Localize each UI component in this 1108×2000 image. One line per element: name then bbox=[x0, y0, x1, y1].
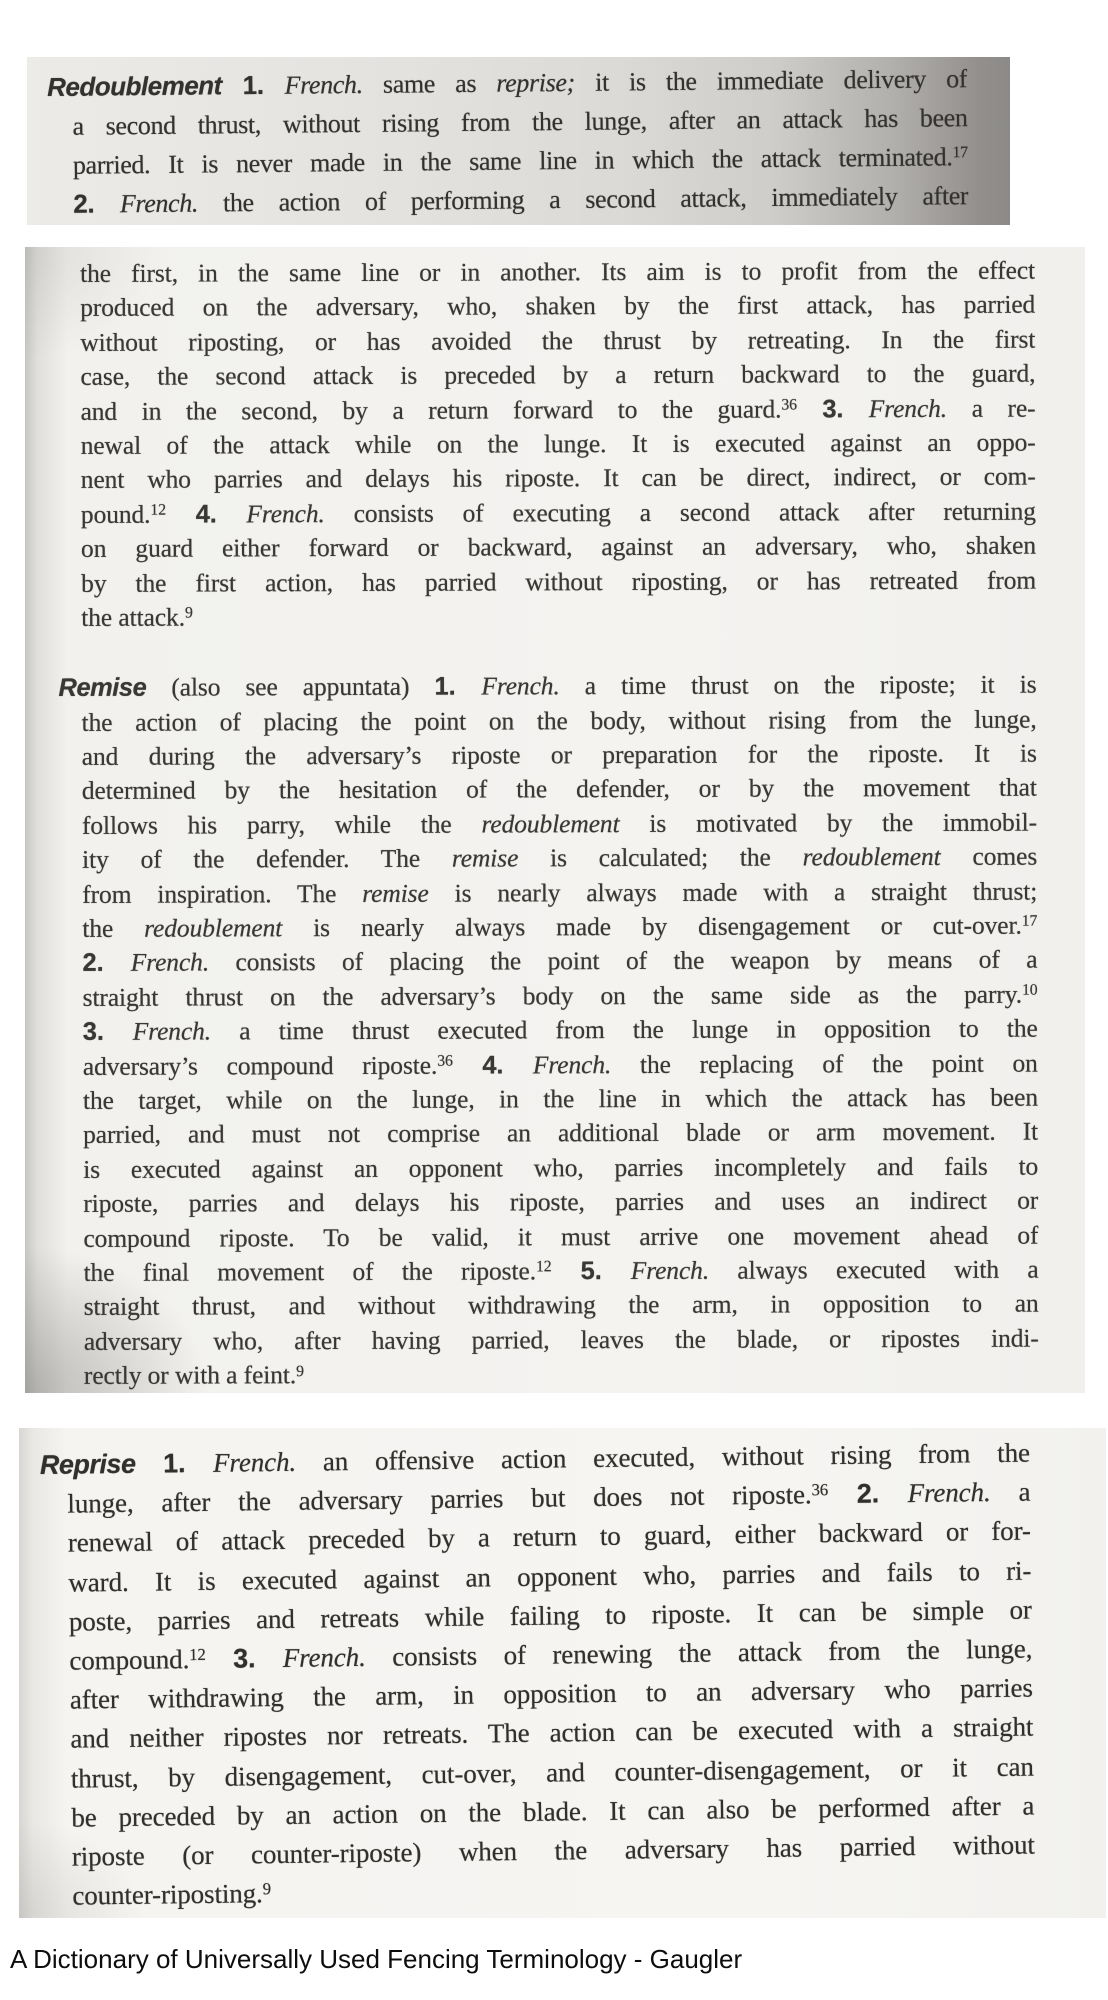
text-line bbox=[57, 322, 1035, 360]
text-segment-pl: is calculated; the bbox=[518, 842, 803, 873]
text-line bbox=[58, 668, 1036, 706]
text-segment-pl: rectly or with a feint. bbox=[83, 1360, 297, 1391]
text-segment-hw: Reprise bbox=[39, 1448, 136, 1480]
text-segment-num: 4. bbox=[165, 500, 247, 529]
text-segment-sup: 9 bbox=[184, 604, 193, 622]
text-line bbox=[59, 737, 1037, 775]
text-segment-it: French. bbox=[246, 498, 325, 529]
text-segment-it: French. bbox=[532, 1049, 612, 1079]
text-segment-it: French. bbox=[132, 1016, 212, 1046]
text-segment-pl: a time thrust on the riposte; it is bbox=[559, 669, 1037, 701]
text-segment-num: 5. bbox=[551, 1256, 631, 1286]
text-segment-pl: is executed against an opponent who, parries incompletely and fails to bbox=[83, 1151, 1039, 1184]
text-segment-pl: thrust, by disengagement, cut-over, and counter-disengagement, or it can bbox=[70, 1751, 1034, 1794]
text-segment-pl: adversary’s compound riposte. bbox=[82, 1050, 438, 1081]
text-line bbox=[59, 874, 1037, 912]
text-segment-it: remise bbox=[362, 878, 429, 908]
text-segment-it: remise bbox=[451, 843, 519, 873]
text-line bbox=[58, 529, 1036, 567]
text-line bbox=[58, 597, 1036, 635]
text-line bbox=[57, 391, 1035, 429]
text-segment-it: French. bbox=[630, 1255, 710, 1285]
text-segment-pl: lunge, after the adversary parries but does not riposte. bbox=[67, 1479, 812, 1519]
text-segment-pl: consists of renewing the attack from the lunge, bbox=[365, 1633, 1033, 1672]
text-segment-pl: riposte (or counter-riposte) when the adversary has parried without bbox=[71, 1829, 1035, 1872]
text-segment-pl: same as bbox=[362, 68, 497, 99]
text-line bbox=[59, 840, 1037, 878]
scan-text-redoublement-head bbox=[47, 59, 968, 224]
text-segment-sup: 36 bbox=[811, 1480, 829, 1500]
text-segment-hw: Redoublement bbox=[47, 70, 222, 102]
text-line bbox=[61, 1287, 1039, 1325]
text-segment-pl: poste, parries and retreats while failing to riposte. It can be simple or bbox=[68, 1594, 1033, 1637]
text-segment-it: redoublement bbox=[144, 913, 283, 943]
scan-text-reprise bbox=[40, 1434, 1036, 1917]
text-segment-pl: is nearly always made by disengagement or cut-over. bbox=[282, 910, 1022, 943]
text-segment-pl: a time thrust executed from the lunge in opposition to the bbox=[211, 1013, 1038, 1046]
text-segment-pl: compound riposte. To be valid, it must arrive one movement ahead of bbox=[83, 1220, 1039, 1253]
text-segment-pl: compound. bbox=[69, 1644, 190, 1676]
text-segment-pl: newal of the attack while on the lunge. It is executed against an oppo- bbox=[80, 427, 1036, 460]
text-segment-it: French. bbox=[868, 393, 948, 423]
text-segment-sup: 36 bbox=[781, 396, 797, 414]
text-segment-pl: by the first action, has parried without riposting, or has retreated from bbox=[81, 565, 1037, 598]
text-line bbox=[57, 288, 1035, 326]
text-segment-pl: consists of placing the point of the weapon by means of a bbox=[209, 945, 1038, 977]
text-line bbox=[59, 805, 1037, 843]
text-segment-sup: 12 bbox=[150, 501, 167, 519]
text-line bbox=[60, 1253, 1038, 1291]
text-segment-pl: follows his parry, while the bbox=[81, 809, 482, 840]
text-segment-pl: a second thrust, without rising from the lunge, after an attack has been bbox=[72, 103, 968, 141]
text-segment-it: redoublement bbox=[802, 842, 941, 872]
caption-source-title: A Dictionary of Universally Used Fencing Terminology - Gaugler bbox=[10, 1944, 743, 1974]
text-segment-pl: an offensive action executed, without rising from the bbox=[295, 1437, 1031, 1477]
text-segment-pl: (also see appuntata) bbox=[146, 671, 435, 702]
text-segment-num: 2. bbox=[827, 1478, 908, 1510]
text-segment-num: 3. bbox=[82, 1017, 133, 1047]
text-segment-pl: pound. bbox=[80, 499, 151, 529]
text-segment-pl: nent who parries and delays his riposte. It can be direct, indirect, or com- bbox=[80, 461, 1036, 495]
text-segment-pl: and in the second, by a return forward to the guard. bbox=[80, 394, 782, 426]
text-segment-pl: and neither ripostes nor retreats. The action can be executed with a straight bbox=[70, 1711, 1034, 1754]
text-line bbox=[60, 1115, 1038, 1153]
text-line bbox=[57, 254, 1035, 292]
text-line bbox=[59, 943, 1037, 981]
text-line bbox=[48, 176, 968, 224]
scan-snippet-redoublement-remise bbox=[25, 247, 1085, 1393]
text-segment-pl: be preceded by an action on the blade. It can also be performed after a bbox=[71, 1790, 1035, 1833]
text-segment-it: French. bbox=[130, 947, 210, 978]
text-segment-sup: 36 bbox=[437, 1052, 453, 1070]
text-line bbox=[58, 494, 1036, 532]
text-segment-pl: from inspiration. The bbox=[82, 878, 363, 909]
text-line bbox=[57, 357, 1035, 395]
text-line bbox=[59, 909, 1037, 947]
scan-snippet-reprise bbox=[19, 1428, 1106, 1918]
text-segment-pl: the attack. bbox=[81, 602, 185, 632]
text-segment-sup: 17 bbox=[952, 144, 968, 162]
text-segment-num: 2. bbox=[73, 188, 121, 219]
text-segment-pl: straight thrust on the adversary’s body on the same side as the parry. bbox=[82, 979, 1023, 1012]
text-line bbox=[58, 460, 1036, 498]
text-segment-pl: the final movement of the riposte. bbox=[83, 1256, 536, 1287]
text-segment-pl: the first, in the same line or in another. Its aim is to profit from the effect bbox=[80, 255, 1036, 288]
text-segment-sup: 17 bbox=[1021, 913, 1038, 931]
text-line bbox=[58, 426, 1036, 464]
text-line bbox=[60, 1046, 1038, 1084]
text-segment-sup: 10 bbox=[1021, 981, 1038, 999]
text-line bbox=[59, 771, 1037, 809]
text-segment-num: 4. bbox=[452, 1050, 533, 1080]
text-line bbox=[61, 1356, 1039, 1393]
text-segment-pl: on guard either forward or backward, against an adversary, who, shaken bbox=[80, 530, 1037, 564]
text-segment-pl: consists of executing a second attack after returning bbox=[324, 496, 1036, 528]
text-line bbox=[60, 1149, 1038, 1187]
text-segment-pl: case, the second attack is preceded by a return backward to the guard, bbox=[80, 358, 1036, 392]
text-segment-sup: 12 bbox=[535, 1258, 552, 1276]
text-segment-pl: the action of placing the point on the body, without rising from the lunge, bbox=[81, 704, 1037, 737]
text-segment-sup: 9 bbox=[296, 1362, 304, 1380]
text-segment-pl: the target, while on the lunge, in the line in which the attack has been bbox=[82, 1082, 1038, 1115]
text-segment-pl: the replacing of the point on bbox=[611, 1048, 1038, 1079]
text-segment-pl: is nearly always made with a straight thrust; bbox=[428, 876, 1038, 908]
text-segment-it: French. bbox=[282, 1641, 366, 1673]
text-segment-pl: parried, and must not comprise an additional blade or arm movement. It bbox=[83, 1116, 1039, 1150]
scan-snippet-redoublement-head bbox=[27, 57, 1010, 225]
text-segment-num: 1. bbox=[221, 69, 285, 101]
text-segment-it: French. bbox=[284, 69, 363, 100]
text-segment-pl: and during the adversary’s riposte or preparation for the riposte. It is bbox=[81, 738, 1037, 771]
text-segment-pl: riposte, parries and delays his riposte, parries and uses an indirect or bbox=[83, 1185, 1039, 1219]
text-segment-num: 1. bbox=[434, 672, 482, 701]
text-segment-pl: a re- bbox=[947, 393, 1036, 423]
scan-text-redoublement-remise bbox=[57, 254, 1039, 1393]
text-segment-pl: renewal of attack preceded by a return to guard, either backward or for- bbox=[67, 1515, 1032, 1559]
text-segment-pl: a bbox=[990, 1476, 1031, 1508]
text-segment-pl: the action of performing a second attack, immediately after bbox=[197, 181, 969, 218]
text-segment-pl: straight thrust, and without withdrawing the arm, in opposition to an bbox=[83, 1288, 1039, 1322]
text-segment-num: 2. bbox=[82, 949, 131, 978]
text-segment-pl: counter-riposting. bbox=[72, 1878, 263, 1911]
text-segment-pl: produced on the adversary, who, shaken by the first attack, has parried bbox=[80, 289, 1036, 323]
text-segment-pl: without riposting, or has avoided the thrust by retreating. In the first bbox=[80, 324, 1036, 357]
text-segment-pl: is motivated by the immobil- bbox=[619, 807, 1038, 838]
text-line bbox=[60, 1081, 1038, 1119]
text-line bbox=[61, 1321, 1039, 1359]
text-segment-it: French. bbox=[212, 1446, 297, 1478]
text-line bbox=[58, 563, 1036, 601]
text-line bbox=[59, 702, 1037, 740]
text-segment-pl: comes bbox=[940, 841, 1038, 872]
text-segment-num: 3. bbox=[205, 1642, 283, 1674]
text-segment-pl: after withdrawing the arm, in opposition to an adversary who parries bbox=[69, 1672, 1034, 1715]
text-line bbox=[60, 977, 1038, 1015]
text-segment-it: French. bbox=[119, 188, 199, 219]
text-segment-it: French. bbox=[907, 1477, 991, 1509]
text-segment-num: 3. bbox=[796, 394, 869, 423]
text-segment-pl: determined by the hesitation of the defender, or by the movement that bbox=[81, 773, 1037, 806]
text-segment-it: reprise; bbox=[496, 67, 576, 98]
text-segment-num: 1. bbox=[135, 1447, 214, 1479]
text-segment-pl: ward. It is executed against an opponent who, parries and fails to ri- bbox=[68, 1555, 1032, 1598]
text-segment-it: French. bbox=[481, 671, 560, 701]
text-segment-sup: 12 bbox=[189, 1644, 206, 1665]
text-line bbox=[60, 1184, 1038, 1222]
text-segment-pl: always executed with a bbox=[709, 1254, 1039, 1285]
text-segment-pl: ity of the defender. The bbox=[82, 843, 452, 875]
text-segment-sup: 9 bbox=[262, 1879, 272, 1899]
text-segment-pl: adversary who, after having parried, leaves the blade, or ripostes indi- bbox=[83, 1323, 1039, 1356]
text-segment-pl: it is the immediate delivery of bbox=[574, 64, 968, 97]
text-segment-hw: Remise bbox=[58, 673, 147, 703]
text-segment-it: redoublement bbox=[481, 808, 620, 839]
text-line bbox=[60, 1218, 1038, 1256]
text-line bbox=[60, 1012, 1038, 1050]
text-segment-pl: parried. It is never made in the same line in which the attack terminated. bbox=[72, 142, 953, 180]
text-segment-pl: the bbox=[82, 913, 145, 943]
